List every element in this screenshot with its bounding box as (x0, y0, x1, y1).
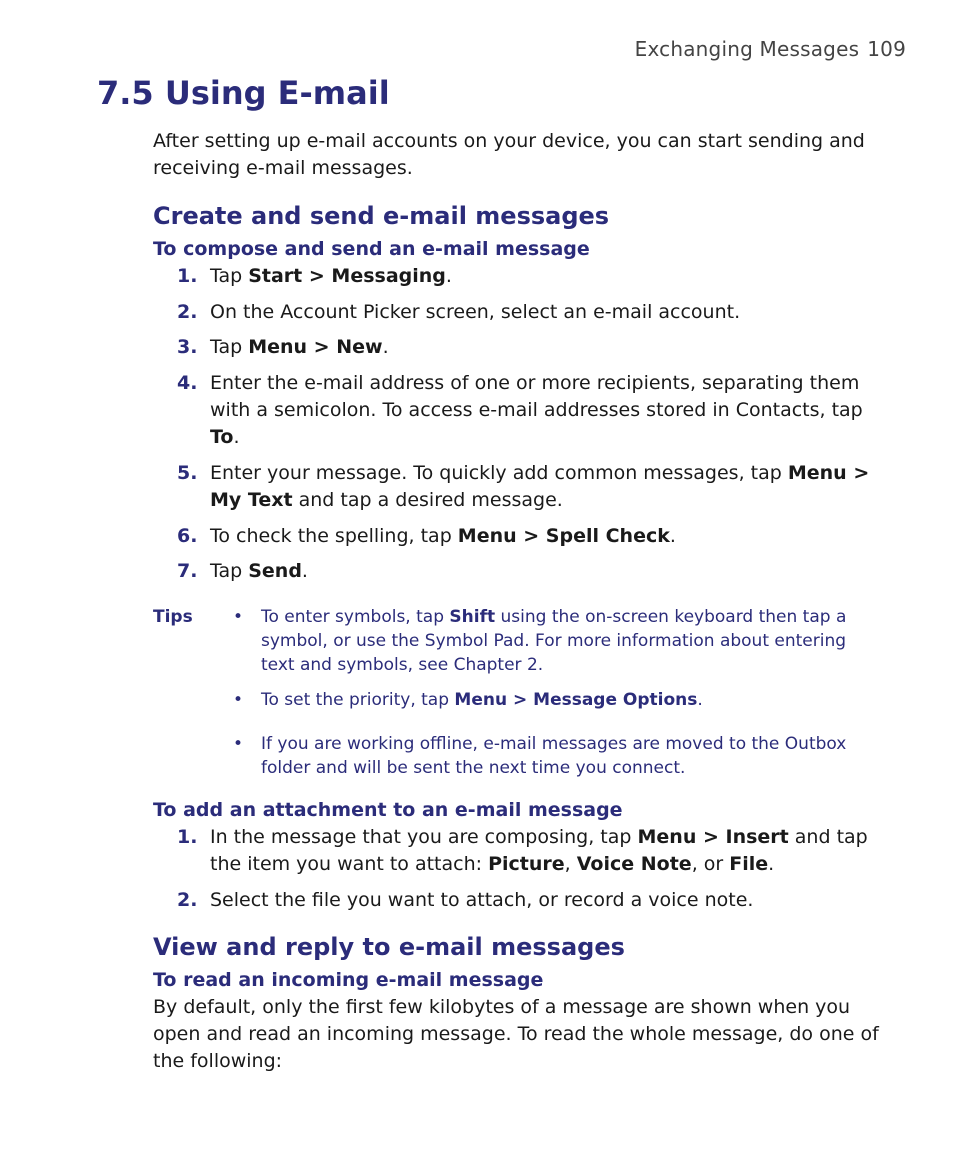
page-number: 109 (867, 37, 906, 61)
tip-item: • To enter symbols, tap Shift using the on-screen keyboard then tap a symbol, or use the Symbol Pad. For more information about entering text and symbols, see Chapter 2. (233, 607, 847, 675)
list-item: 2. On the Account Picker screen, select an e-mail account. (177, 301, 741, 323)
tips-list (153, 605, 883, 780)
tips-label: Tips (153, 607, 193, 627)
bullet-icon: • (233, 607, 244, 627)
header-section: Exchanging Messages (634, 37, 860, 61)
list-item: 5. Enter your message. To quickly add common messages, tap Menu > My Text and tap a desired message. (177, 462, 870, 511)
list-item: 7. Tap Send. (177, 560, 308, 582)
bullet-icon: • (233, 690, 244, 710)
section-title: 7.5 Using E-mail (97, 74, 390, 112)
compose-steps (153, 263, 883, 585)
tips-box (153, 605, 883, 780)
procedure-heading-read: To read an incoming e-mail message (153, 969, 544, 991)
section-heading-view: View and reply to e-mail messages (153, 933, 625, 961)
tip-item: • To set the priority, tap Menu > Message Options. (233, 690, 703, 710)
section-heading-create: Create and send e-mail messages (153, 202, 610, 230)
page-content (153, 128, 883, 1075)
read-paragraph: By default, only the first few kilobytes of a message are shown when you open and read an incoming message. To read the whole message, do one of the following: (153, 996, 879, 1072)
running-header (635, 37, 906, 61)
list-item: 1. In the message that you are composing, tap Menu > Insert and tap the item you want to attach: Picture, Voice Note, or File. (177, 826, 868, 875)
procedure-heading-compose: To compose and send an e-mail message (153, 238, 590, 260)
bullet-icon: • (233, 734, 244, 754)
list-item: 3. Tap Menu > New. (177, 336, 389, 358)
tip-item: • If you are working offline, e-mail messages are moved to the Outbox folder and will be sent the next time you connect. (233, 734, 847, 778)
procedure-heading-attachment: To add an attachment to an e-mail message (153, 799, 623, 821)
intro-paragraph: After setting up e-mail accounts on your device, you can start sending and receiving e-mail messages. (153, 130, 865, 179)
list-item: 4. Enter the e-mail address of one or more recipients, separating them with a semicolon. To access e-mail addresses stored in Contacts, tap To. (177, 372, 863, 448)
attachment-steps (153, 824, 883, 914)
list-item: 2. Select the file you want to attach, or record a voice note. (177, 889, 754, 911)
list-item: 1. Tap Start > Messaging. (177, 265, 452, 287)
list-item: 6. To check the spelling, tap Menu > Spell Check. (177, 525, 676, 547)
